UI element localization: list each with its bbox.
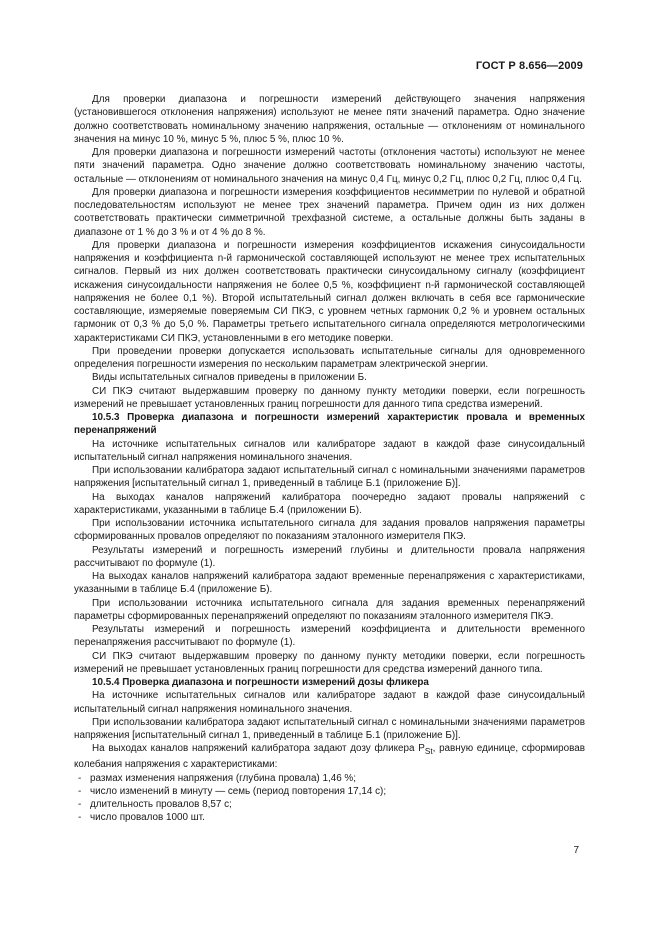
list-item bbox=[74, 785, 585, 798]
list-item-text: длительность провалов 8,57 с; bbox=[90, 799, 232, 811]
list-marker: - bbox=[78, 799, 82, 811]
paragraph: Для проверки диапазона и погрешности измерений действующего значения напряжения (установившегося отклонения напряжения) используют не менее пяти значений параметра. Одно значение должно соответствовать номинальному значению напряжения, остальные — отклонениям от номинального значения на минус 10 %, минус 5 %, плюс 5 %, плюс 10 %. bbox=[74, 94, 585, 145]
paragraph: Для проверки диапазона и погрешности измерения коэффициентов несимметрии по нулевой и обратной последовательностям используют не менее трех значений параметра. Причем один из них должен соответствовать практически симметричной трехфазной системе, а остальные должны быть заданы в диапазоне от 1 % до 3 % и от 4 % до 8 %. bbox=[74, 186, 585, 238]
paragraph: Для проверки диапазона и погрешности измерений частоты (отклонения частоты) используют не менее пяти значений параметра. Одно значение должно соответствовать номинальному значению частоты, остальные — отклонениям от номинального значения на минус 0,4 Гц, минус 0,2 Гц, плюс 0,2 Гц, плюс 0,4 Гц. bbox=[74, 147, 585, 185]
list-marker: - bbox=[78, 785, 82, 797]
paragraph bbox=[74, 742, 585, 771]
subscript: St bbox=[424, 747, 433, 757]
paragraph-part: На выходах каналов напряжений калибратора задают дозу фликера P bbox=[92, 743, 425, 755]
paragraph: На источнике испытательных сигналов или калибраторе задают в каждой фазе синусоидальный испытательный сигнал напряжения номинального значения. bbox=[74, 438, 585, 463]
paragraph: При использовании калибратора задают испытательный сигнал с номинальными значениями параметров напряжения [испытательный сигнал 1, приведенный в таблице Б.1 (приложение Б)]. bbox=[74, 465, 585, 490]
list-item-text: размах изменения напряжения (глубина провала) 1,46 %; bbox=[90, 772, 356, 784]
paragraph: На выходах каналов напряжений калибратора задают временные перенапряжения с характеристиками, указанными в таблице Б.4 (приложение Б). bbox=[74, 571, 585, 596]
paragraph: При использовании источника испытательного сигнала для задания временных перенапряжений параметры сформированных перенапряжений определяют по показаниям эталонного измерителя ПКЭ. bbox=[74, 597, 585, 622]
list-item bbox=[74, 811, 585, 824]
section-heading: 10.5.3 Проверка диапазона и погрешности измерений характеристик провала и временных перенапряжений bbox=[74, 412, 585, 437]
page-number: 7 bbox=[573, 845, 579, 856]
list-item bbox=[74, 772, 585, 785]
paragraph-part: , равную единице, сформировав колебания напряжения с характеристиками: bbox=[74, 743, 586, 771]
section-heading: 10.5.4 Проверка диапазона и погрешности измерений дозы фликера bbox=[92, 677, 429, 688]
paragraph: При проведении проверки допускается использовать испытательные сигналы для одновременного определения погрешности измерения по нескольким параметрам электрической энергии. bbox=[74, 345, 585, 370]
list-item bbox=[74, 798, 585, 811]
list-marker: - bbox=[78, 812, 82, 824]
paragraph: СИ ПКЭ считают выдержавшим проверку по данному пункту методики поверки, если погрешность измерений не превышает установленных границ погрешности для средства измерений данного типа. bbox=[74, 650, 585, 675]
list-item-text: число изменений в минуту — семь (период повторения 17,14 с); bbox=[90, 785, 387, 797]
paragraph: Результаты измерений и погрешность измерений коэффициента и длительности временного перенапряжения рассчитывают по формуле (1). bbox=[74, 624, 585, 649]
paragraph: Виды испытательных сигналов приведены в приложении Б. bbox=[92, 372, 367, 384]
paragraph: Для проверки диапазона и погрешности измерения коэффициентов искажения синусоидальности напряжения и коэффициента n-й гармонической составляющей используют не менее трех испытательных сигналов. Первый из них должен соответствовать практически синусоидальному сигналу (коэффициент искажения синусоидальности напряжения не более 0,5 %, коэффициент n-й гармонической составляющей напряжения не более 0,1 %). Второй испытательный сигнал должен включать в себя все гармонические составляющие, измеряемые поверяемым СИ ПКЭ, с уровнем четных гармоник 0,2 % и уровнем остальных гармоник от 0,3 % до 5,0 %. Параметры третьего испытательного сигнала определяются метрологическими характеристиками СИ ПКЭ, установленными в его методике поверки. bbox=[74, 239, 585, 344]
paragraph: На источнике испытательных сигналов или калибраторе задают в каждой фазе синусоидальный испытательный сигнал напряжения номинального значения. bbox=[74, 690, 585, 715]
paragraph: На выходах каналов напряжений калибратора поочередно задают провалы напряжений с характеристиками, указанными в таблице Б.4 (приложении Б). bbox=[74, 491, 585, 516]
list-marker: - bbox=[78, 772, 82, 784]
document-id: ГОСТ Р 8.656—2009 bbox=[475, 60, 583, 72]
paragraph: При использовании калибратора задают испытательный сигнал с номинальными значениями параметров напряжения [испытательный сигнал 1, приведенный в таблице Б.1 (приложение Б)]. bbox=[74, 716, 585, 741]
paragraph: Результаты измерений и погрешность измерений глубины и длительности провала напряжения рассчитывают по формуле (1). bbox=[74, 544, 585, 569]
paragraph: При использовании источника испытательного сигнала для задания провалов напряжения параметры сформированных провалов определяют по показаниям эталонного измерителя ПКЭ. bbox=[74, 518, 585, 543]
paragraph: СИ ПКЭ считают выдержавшим проверку по данному пункту методики поверки, если погрешность измерений не превышает установленных границ погрешности для данного типа средства измерений. bbox=[74, 385, 585, 410]
list-item-text: число провалов 1000 шт. bbox=[90, 812, 205, 824]
document-body bbox=[74, 93, 585, 825]
